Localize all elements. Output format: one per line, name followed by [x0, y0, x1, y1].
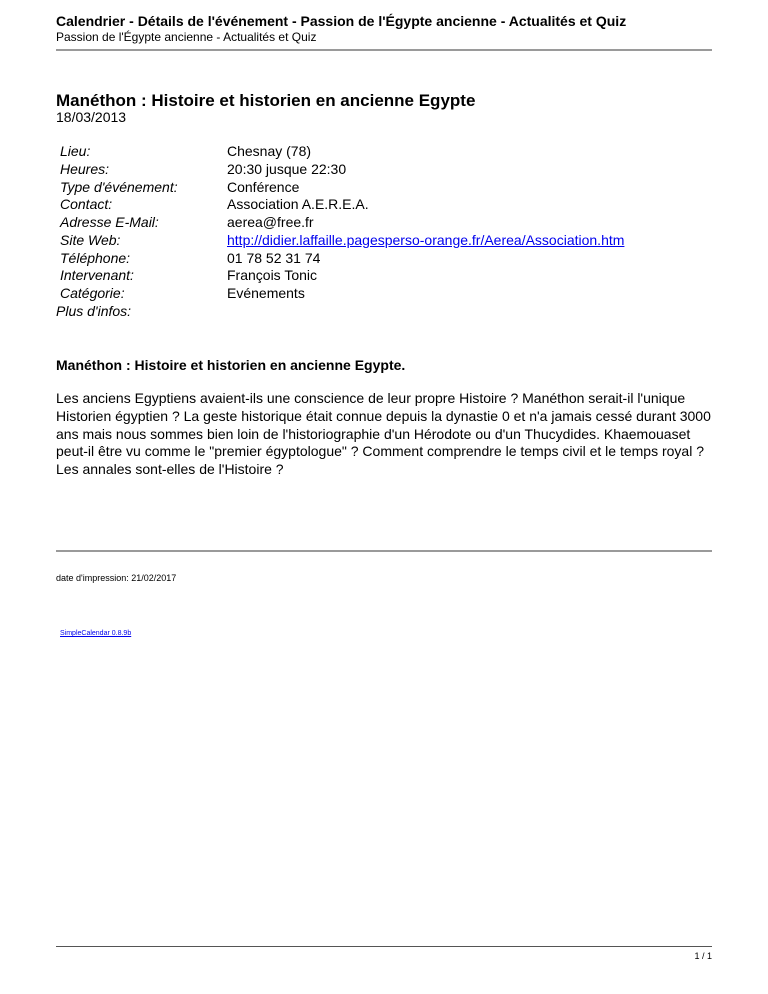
- detail-row-categorie: [56, 285, 696, 303]
- detail-label: Intervenant:: [60, 267, 134, 284]
- print-date: date d'impression: 21/02/2017: [56, 573, 177, 583]
- event-date: 18/03/2013: [56, 109, 127, 125]
- footer-divider: [56, 946, 712, 947]
- simplecalendar-link[interactable]: SimpleCalendar 0.8.9b: [60, 630, 132, 637]
- detail-label: Téléphone:: [60, 249, 131, 266]
- detail-label: Catégorie:: [60, 285, 125, 301]
- detail-row-email: [56, 214, 696, 232]
- detail-row-telephone: [56, 250, 696, 268]
- detail-label: Contact:: [60, 196, 113, 213]
- detail-label: Plus d'infos:: [56, 302, 132, 319]
- site-name: Passion de l'Égypte ancienne - Actualités et Quiz: [56, 30, 317, 44]
- detail-label: Type d'événement:: [60, 178, 178, 195]
- detail-value: Evénements: [227, 285, 305, 301]
- detail-row-plus-infos: [56, 303, 696, 321]
- document-title: Calendrier - Détails de l'événement - Passion de l'Égypte ancienne - Actualités et Quiz: [56, 13, 627, 29]
- detail-row-type: [56, 179, 696, 197]
- description-heading: Manéthon : Histoire et historien en ancienne Egypte.: [56, 357, 406, 373]
- detail-value: [223, 303, 696, 321]
- detail-value: [227, 232, 696, 250]
- detail-value: aerea@free.fr: [227, 214, 314, 230]
- header-divider: [56, 49, 712, 51]
- detail-label: Site Web:: [60, 231, 121, 248]
- detail-row-website: [56, 232, 696, 250]
- detail-value: François Tonic: [227, 267, 318, 284]
- page-number: 1 / 1: [694, 951, 712, 961]
- detail-row-intervenant: [56, 267, 696, 285]
- event-details-table: [56, 143, 696, 321]
- detail-row-heures: [56, 161, 696, 179]
- detail-value: 01 78 52 31 74: [227, 249, 321, 266]
- detail-row-lieu: [56, 143, 696, 161]
- detail-label: Adresse E-Mail:: [60, 214, 159, 230]
- detail-value: Chesnay (78): [227, 143, 312, 159]
- event-title: Manéthon : Histoire et historien en ancienne Egypte: [56, 91, 476, 110]
- website-link[interactable]: http://didier.laffaille.pagesperso-orange.fr/Aerea/Association.htm: [227, 231, 625, 248]
- detail-value: Conférence: [227, 178, 300, 195]
- detail-label: Lieu:: [60, 143, 91, 159]
- content-divider: [56, 550, 712, 552]
- detail-label: Heures:: [60, 160, 110, 177]
- detail-value: Association A.E.R.E.A.: [227, 196, 369, 213]
- page-header: [56, 13, 712, 45]
- detail-row-contact: [56, 196, 696, 214]
- description-body: Les anciens Egyptiens avaient-ils une conscience de leur propre Histoire ? Manéthon serait-il l'unique Historien égyptien ? La geste historique était connue depuis la dynastie 0 et n'a jamais cessé durant 3000 ans mais nous sommes bien loin de l'historiographie d'un Hérodote ou d'un Thucydides. Khaemouaset peut-il être vu comme le "premier égyptologue" ? Comment comprendre le temps civil et le temps royal ? Les annales sont-elles de l'Histoire ?: [56, 390, 711, 477]
- detail-value: 20:30 jusque 22:30: [227, 160, 347, 177]
